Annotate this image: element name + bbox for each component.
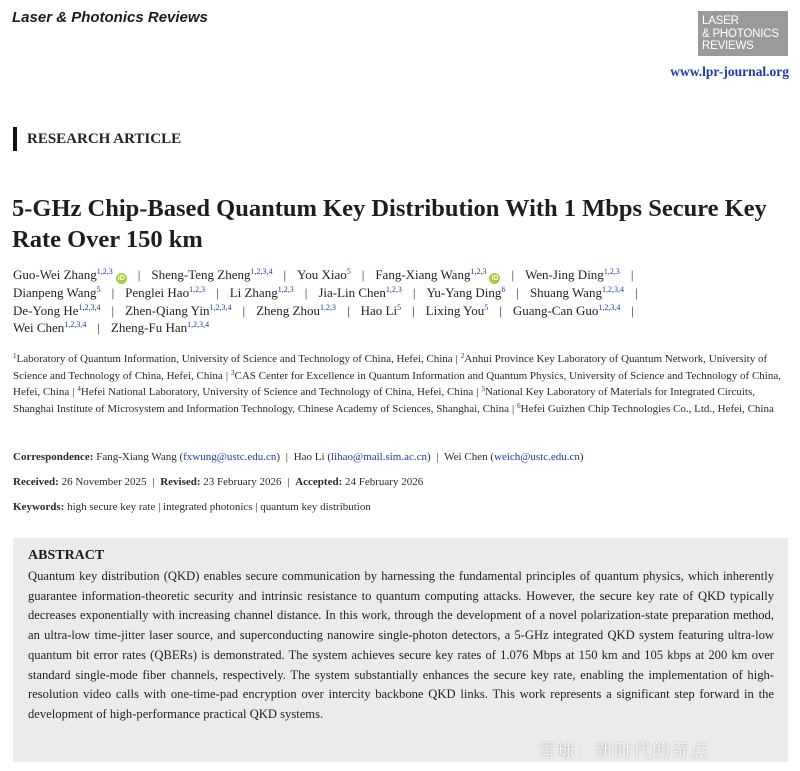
author-separator: | [499, 302, 502, 318]
accepted-label: Accepted: [295, 476, 343, 488]
author-separator: | [216, 285, 219, 300]
author-affiliation-numbers: 5 [96, 285, 101, 294]
author-separator: | [631, 302, 634, 318]
author-name-text: Wei Chen [13, 320, 65, 336]
affiliation-text: Anhui Province Key Laboratory of Quantum Network, University of Science and Technology of China, Hefei, China [13, 353, 768, 382]
author-affiliation-numbers: 1,2,3,4 [250, 267, 273, 276]
author-name-text: Sheng-Teng Zheng [151, 267, 251, 282]
revised-date: 23 February 2026 [203, 476, 282, 488]
author-affiliation-numbers: 1,2,3,4 [78, 302, 101, 312]
affiliation-text: National Key Laboratory of Materials for Integrated Circuits, Shanghai Institute of Microsystem and Information Technology, Chinese Academy of Sciences, Shanghai, China [13, 386, 755, 415]
keyword: quantum key distribution [260, 501, 371, 513]
affiliations [13, 351, 788, 417]
author-name-text: Lixing You [425, 302, 485, 318]
affiliation-separator: | [72, 386, 75, 399]
author-separator: | [304, 285, 308, 300]
received-label: Received: [13, 476, 59, 488]
author-separator: | [137, 267, 141, 282]
author-name-text: Zhen-Qiang Yin [125, 302, 210, 318]
accepted-date: 24 February 2026 [345, 476, 424, 488]
keyword: integrated photonics [163, 501, 253, 513]
author-name [111, 320, 209, 335]
affiliation-number: 6 [517, 401, 521, 410]
author-affiliation-numbers: 1,2,3 [385, 285, 402, 294]
affiliation-number: 5 [481, 385, 485, 394]
author-name-text: Wen-Jing Ding [525, 267, 604, 282]
author-name-text: Jia-Lin Chen [318, 285, 386, 300]
affiliation-separator: | [511, 402, 515, 415]
journal-url-link[interactable]: www.lpr-journal.org [670, 64, 789, 79]
affiliation-text: CAS Center for Excellence in Quantum Information and Quantum Physics, University of Science and Technology of China, Hefei, China [13, 369, 781, 399]
author-separator: | [242, 302, 246, 318]
affiliation-number: 4 [77, 385, 81, 394]
author-affiliation-numbers: 1,2,3,4 [209, 302, 232, 312]
author-name [256, 303, 336, 318]
orcid-icon[interactable]: iD [491, 275, 499, 282]
author-separator: | [634, 285, 638, 300]
author-affiliation-numbers: 5 [397, 302, 402, 312]
author-affiliation-numbers: 1,2,3,4 [187, 320, 210, 330]
author-name-text: Shuang Wang [529, 285, 602, 300]
author-name-text: Zheng Zhou [256, 302, 320, 318]
affiliation-number: 1 [13, 352, 17, 360]
author-affiliation-numbers: 5 [484, 302, 489, 312]
author-name-text: Fang-Xiang Wang [375, 267, 471, 282]
affiliation-number: 3 [231, 368, 235, 377]
correspondence-name: Fang-Xiang Wang [96, 451, 177, 463]
journal-logo [698, 11, 788, 56]
author-name [125, 303, 231, 318]
affiliation-separator: | [225, 369, 229, 382]
author-affiliation-numbers: 1,2,3 [470, 267, 487, 276]
email-link[interactable]: lihao@mail.sim.ac.cn [331, 451, 427, 463]
author-name [426, 285, 505, 300]
author-name [151, 267, 272, 282]
correspondence-line: Correspondence: Fang-Xiang Wang (fxwung@ustc.edu.cn) | Hao Li (lihao@mail.sim.ac.cn) | Wei Chen (weich@ustc.edu.cn) [13, 451, 584, 463]
watermark: 雪球：新时代的奇点 [538, 741, 709, 762]
author-name-text: Guo-Wei Zhang [13, 267, 97, 282]
author-name [318, 285, 402, 300]
author-separator: | [516, 285, 519, 300]
author-name [426, 303, 489, 318]
revised-label: Revised: [160, 476, 201, 488]
author-affiliation-numbers: 6 [501, 285, 506, 294]
author-name [125, 285, 205, 300]
author-name-text: Yu-Yang Ding [426, 285, 502, 300]
author-name [361, 303, 401, 318]
affiliation-text: Hefei Guizhen Chip Technologies Co., Ltd., Hefei, China [520, 402, 774, 415]
author-name [297, 267, 351, 282]
article-type-label: RESEARCH ARTICLE [13, 127, 181, 151]
correspondence-name: Wei Chen [444, 451, 488, 463]
author-separator: | [361, 267, 365, 282]
correspondence-name: Hao Li [293, 451, 325, 463]
author-name-text: You Xiao [297, 267, 347, 282]
author-affiliation-numbers: 1,2,3 [603, 267, 620, 276]
author-separator: | [97, 320, 100, 336]
author-affiliation-numbers: 5 [346, 267, 351, 276]
author-separator: | [511, 267, 515, 282]
email-link[interactable]: weich@ustc.edu.cn [494, 451, 580, 463]
author-affiliation-numbers: 1,2,3,4 [601, 285, 624, 294]
correspondence-label: Correspondence: [13, 451, 94, 463]
author-name [13, 320, 86, 335]
author-separator: | [346, 302, 350, 318]
author-name [375, 267, 500, 282]
author-affiliation-numbers: 1,2,3 [189, 285, 206, 294]
keyword: high secure key rate [67, 501, 156, 513]
abstract-text: Quantum key distribution (QKD) enables secure communication by harnessing the fundamental principles of quantum physics, which inherently guarantee information-theoretic security and intrinsic resistance to quantum computing attacks. However, the secure key rate of QKD typically decreases exponentially with increasing channel distance. In this work, through the development of a novel polarization-state preparation method, an ultra-low time-jitter laser source, and superconducting nanowire single-photon detectors, a 5-GHz integrated QKD system featuring ultra-low quantum bit error rates (QBERs) is demonstrated. The system achieves secure key rates of 1.076 Mbps at 150 km and 105 kbps at 200 km over standard single-mode fiber channels, respectively. The system substantially enhances the secure key rate, enabling the implementation of high-resolution video calls with one-time-pad encryption over intercity backbone QKD links. This work represents a significant step forward in the development of high-performance practical QKD systems. [28, 569, 774, 721]
author-name [230, 285, 294, 300]
author-name-text: Zheng-Fu Han [110, 320, 188, 336]
affiliation-separator: | [455, 353, 458, 365]
author-separator: | [412, 285, 416, 300]
abstract-heading: ABSTRACT [28, 548, 105, 563]
author-name [530, 285, 624, 300]
received-date: 26 November 2025 [61, 476, 147, 488]
logo-line: LASER [702, 15, 739, 27]
keywords-line: Keywords: high secure key rate | integrated photonics | quantum key distribution [13, 501, 371, 513]
affiliation-separator: | [476, 386, 479, 399]
logo-line: REVIEWS [702, 40, 754, 52]
author-affiliation-numbers: 1,2,3,4 [64, 320, 87, 330]
author-separator: | [111, 285, 115, 300]
author-name-text: De-Yong He [13, 302, 79, 318]
author-name [13, 303, 100, 318]
affiliation-text: Hefei National Laboratory, University of Science and Technology of China, Hefei, China [80, 386, 474, 399]
author-affiliation-numbers: 1,2,3,4 [598, 302, 621, 312]
author-name [13, 285, 101, 300]
author-separator: | [630, 267, 634, 282]
author-name [13, 267, 127, 282]
journal-name: Laser & Photonics Reviews [12, 9, 208, 26]
orcid-icon[interactable]: iD [117, 275, 125, 282]
dates-line: Received: 26 November 2025 | Revised: 23 February 2026 | Accepted: 24 February 2026 [13, 476, 424, 488]
email-link[interactable]: fxwung@ustc.edu.cn [183, 451, 277, 463]
affiliation-text: Laboratory of Quantum Information, University of Science and Technology of China, Hefei, China [16, 353, 453, 365]
article-title: 5-GHz Chip-Based Quantum Key Distribution With 1 Mbps Secure Key Rate Over 150 km [12, 195, 767, 253]
logo-line: & PHOTONICS [702, 27, 779, 40]
author-affiliation-numbers: 1,2,3 [277, 285, 294, 294]
author-name [525, 267, 620, 282]
author-name-text: Li Zhang [229, 285, 278, 300]
keywords-label: Keywords: [13, 501, 65, 513]
author-separator: | [283, 267, 287, 282]
author-name-text: Hao Li [360, 302, 398, 318]
author-name [513, 303, 621, 318]
affiliation-number: 2 [460, 352, 465, 360]
author-affiliation-numbers: 1,2,3 [96, 267, 113, 276]
author-affiliation-numbers: 1,2,3 [319, 302, 336, 312]
abstract-box [13, 538, 788, 762]
author-separator: | [412, 302, 415, 318]
author-name-text: Penglei Hao [125, 285, 190, 300]
author-name-text: Dianpeng Wang [13, 285, 97, 300]
author-list [13, 266, 793, 337]
author-separator: | [111, 302, 115, 318]
author-name-text: Guang-Can Guo [512, 302, 599, 318]
